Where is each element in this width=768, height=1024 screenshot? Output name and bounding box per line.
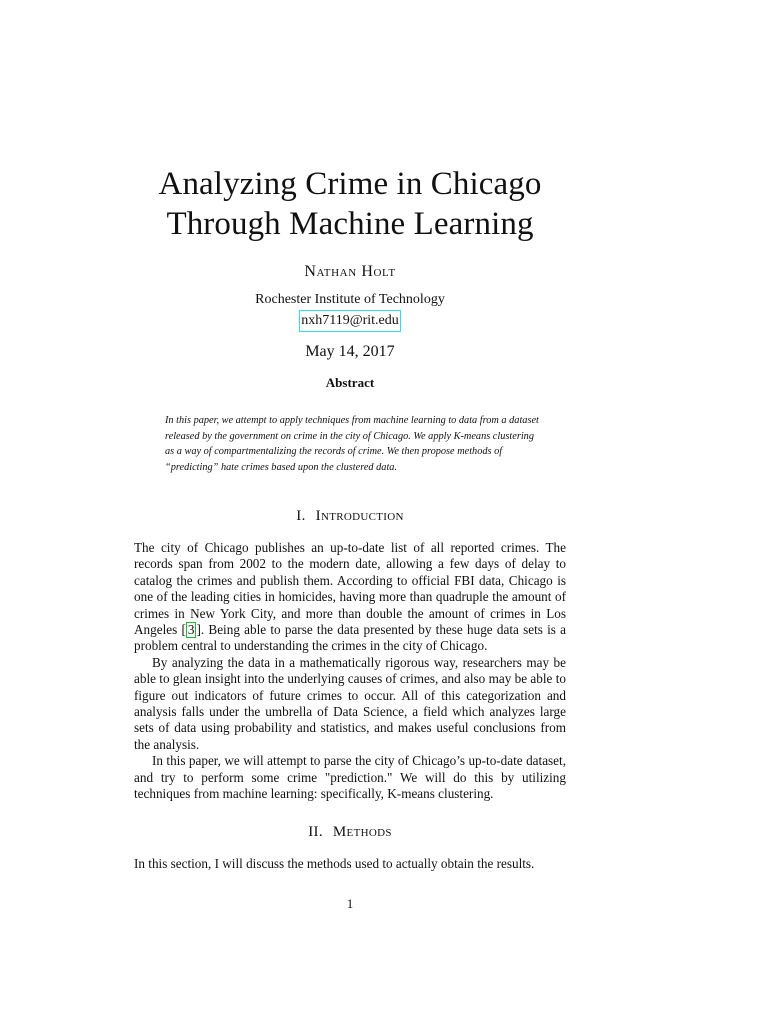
section-numeral: II. (308, 824, 323, 840)
section-heading-introduction (0, 508, 700, 525)
paper-date: May 14, 2017 (305, 343, 395, 360)
email-container (0, 310, 700, 332)
author-email-link[interactable]: nxh7119@rit.edu (299, 310, 401, 332)
page-number: 1 (346, 896, 354, 911)
section-title: Introduction (315, 508, 404, 524)
author-affiliation: Rochester Institute of Technology (255, 292, 445, 307)
intro-paragraph-1: The city of Chicago publishes an up-to-date list of all reported crimes. The records span from 2002 to the modern date, allowing a few days of delay to catalog the crimes and publish them. According to official FBI data, Chicago is one of the leading cities in homicides, having more than quadruple the amount of crimes in New York City, and more than double the amount of crimes in Los Angeles [ 3 ]. Being able to parse the data presented by these huge data sets is a problem central to understanding the crimes in the city of Chicago. (134, 540, 567, 654)
paragraph-text: The city of Chicago publishes an up-to-date list of all reported crimes. The records span from 2002 to the modern date, allowing a few days of delay to catalog the crimes and publish them. According to official FBI data, Chicago is one of the leading cities in homicides, having more than quadruple the amount of crimes in New York City, and more than double the amount of crimes in Los Angeles (134, 540, 566, 638)
intro-paragraph-3: In this paper, we will attempt to parse the city of Chicago’s up-to-date dataset, and try to perform some crime "prediction." We will do this by utilizing techniques from machine learning: specifically, K-means clustering. (134, 753, 566, 802)
title-line-1: Analyzing Crime in Chicago (158, 166, 542, 202)
introduction-body (134, 540, 566, 803)
citation-link[interactable]: 3 (187, 622, 195, 638)
title-line-2: Through Machine Learning (166, 206, 534, 242)
abstract-heading: Abstract (325, 375, 375, 390)
paragraph-text: . Being able to parse the data presented by these huge data sets is a problem central to understanding the crimes in the city of Chicago. (134, 622, 567, 654)
methods-body (134, 856, 566, 872)
paper-title (0, 164, 700, 244)
section-numeral: I. (296, 508, 306, 524)
author-name: Nathan Holt (304, 263, 396, 280)
abstract-text: In this paper, we attempt to apply techniques from machine learning to data from a dataset released by the government on crime in the city of Chicago. We apply K-means clustering as a way of compartmentalizing the records of crime. We then propose methods of “predicting” hate crimes based upon the clustered data. (165, 415, 539, 473)
methods-paragraph-1: In this section, I will discuss the methods used to actually obtain the results. (134, 856, 535, 871)
section-heading-methods (0, 824, 700, 841)
intro-paragraph-2: By analyzing the data in a mathematically rigorous way, researchers may be able to glean insight into the underlying causes of crimes, and also may be able to figure out indicators of future crimes to occur. All of this categorization and analysis falls under the umbrella of Data Science, a field which analyzes large sets of data using probability and statistics, and makes useful conclusions from the analysis. (134, 654, 566, 752)
section-title: Methods (332, 824, 392, 840)
